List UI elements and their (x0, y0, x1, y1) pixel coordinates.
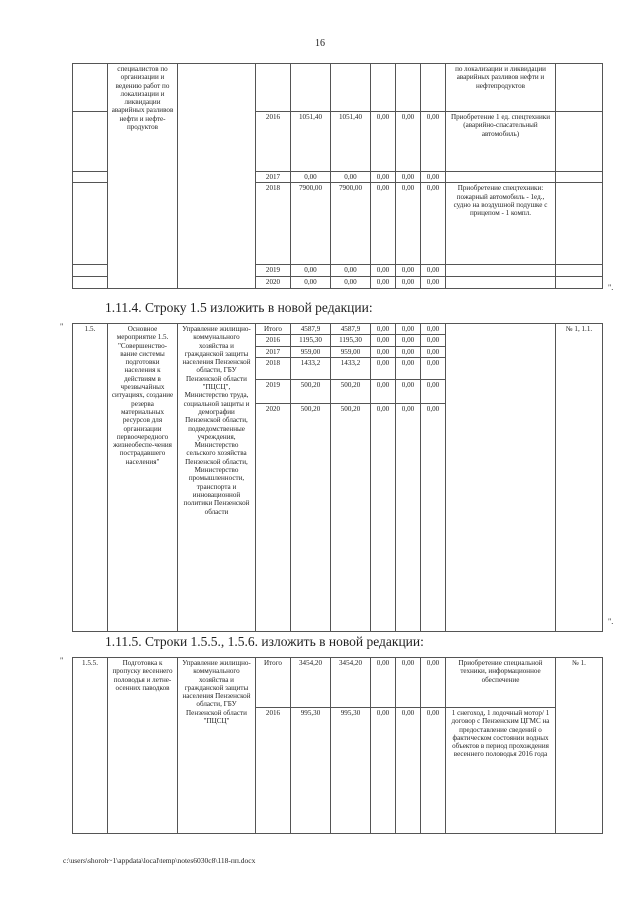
cell-year: 2018 (256, 357, 291, 379)
cell-total: 4587,9 (291, 324, 331, 335)
cell-b1 (371, 64, 396, 112)
cell-b3: 0,00 (421, 658, 446, 708)
cell-b2: 0,00 (396, 335, 421, 346)
cell-fed: 0,00 (331, 276, 371, 288)
cell-b1: 0,00 (371, 335, 396, 346)
cell-ref (556, 265, 603, 276)
continuation-table (72, 63, 603, 289)
cell-fed: 1195,30 (331, 335, 371, 346)
cell-b1: 0,00 (371, 183, 396, 265)
cell-year: 2017 (256, 346, 291, 357)
cell-b3: 0,00 (421, 708, 446, 834)
cell-executors (178, 64, 256, 289)
cell-b3: 0,00 (421, 335, 446, 346)
cell-result: по локализации и ликвидации аварийных разливов нефти и нефтепродуктов (446, 64, 556, 112)
cell-result (446, 324, 556, 632)
cell-b1: 0,00 (371, 403, 396, 631)
cell-fed: 7900,00 (331, 183, 371, 265)
cell-b1: 0,00 (371, 346, 396, 357)
cell-year: 2020 (256, 276, 291, 288)
cell-b2: 0,00 (396, 276, 421, 288)
cell-total: 1051,40 (291, 112, 331, 172)
cell-b1: 0,00 (371, 276, 396, 288)
cell-name: специалистов по организации и ведению работ по локализации и ликвидации аварийных разливов нефти и нефте-продуктов (108, 64, 178, 289)
cell-result: Приобретение спецтехники: пожарный автомобиль - 1ед., судно на воздушной подушке с прицепом - 1 компл. (446, 183, 556, 265)
cell-b2: 0,00 (396, 112, 421, 172)
cell-result (446, 265, 556, 276)
cell-b2: 0,00 (396, 346, 421, 357)
cell-result (446, 172, 556, 183)
cell-b2: 0,00 (396, 379, 421, 403)
cell-fed: 500,20 (331, 403, 371, 631)
cell-ref (556, 183, 603, 265)
cell-b3: 0,00 (421, 403, 446, 631)
cell-total (291, 64, 331, 112)
cell-b3 (421, 64, 446, 112)
cell-total: 1433,2 (291, 357, 331, 379)
cell-fed: 3454,20 (331, 658, 371, 708)
cell-ref (556, 112, 603, 172)
cell-b2: 0,00 (396, 183, 421, 265)
cell-b2: 0,00 (396, 172, 421, 183)
cell-b2: 0,00 (396, 658, 421, 708)
cell-num (73, 265, 108, 276)
cell-result: Приобретение 1 ед. спецтехники (аварийно-спасательный автомобиль) (446, 112, 556, 172)
page-number: 16 (315, 38, 325, 49)
cell-b3: 0,00 (421, 324, 446, 335)
cell-year: Итого (256, 324, 291, 335)
cell-fed (331, 64, 371, 112)
cell-total: 0,00 (291, 172, 331, 183)
cell-num (73, 183, 108, 265)
cell-fed: 4587,9 (331, 324, 371, 335)
cell-total: 500,20 (291, 403, 331, 631)
cell-b1: 0,00 (371, 265, 396, 276)
cell-b3: 0,00 (421, 172, 446, 183)
cell-num (73, 112, 108, 172)
cell-total: 959,00 (291, 346, 331, 357)
cell-b1: 0,00 (371, 112, 396, 172)
cell-year: Итого (256, 658, 291, 708)
cell-result: 1 снегоход, 1 лодочный мотор/ 1 договор с Пензенским ЦГМС на предоставление сведений о фактическом состоянии водных объектов в период прохождения весеннего половодья 2016 года (446, 708, 556, 834)
heading-1-11-5: 1.11.5. Строки 1.5.5., 1.5.6. изложить в новой редакции: (105, 634, 424, 649)
cell-num (73, 276, 108, 288)
cell-fed: 0,00 (331, 265, 371, 276)
cell-num (73, 64, 108, 112)
cell-year: 2020 (256, 403, 291, 631)
cell-fed: 500,20 (331, 379, 371, 403)
cell-result (446, 276, 556, 288)
cell-b3: 0,00 (421, 379, 446, 403)
rows-1-5-5-table (72, 657, 603, 834)
cell-b3: 0,00 (421, 265, 446, 276)
cell-fed: 1433,2 (331, 357, 371, 379)
cell-b1: 0,00 (371, 658, 396, 708)
cell-year: 2019 (256, 265, 291, 276)
cell-b1: 0,00 (371, 172, 396, 183)
cell-ref (556, 276, 603, 288)
cell-year: 2017 (256, 172, 291, 183)
close-quote: ". (608, 283, 614, 292)
cell-b3: 0,00 (421, 276, 446, 288)
footer-file-path: c:\users\shoroh~1\appdata\local\temp\notes6030c8\118-пп.docx (63, 856, 256, 865)
open-quote: " (60, 322, 64, 331)
cell-b3: 0,00 (421, 346, 446, 357)
cell-num: 1.5.5. (73, 658, 108, 834)
cell-ref: № 1, 1.1. (556, 324, 603, 632)
cell-ref: № 1. (556, 658, 603, 834)
cell-total: 500,20 (291, 379, 331, 403)
row-1-5-table (72, 323, 603, 632)
cell-fed: 0,00 (331, 172, 371, 183)
cell-ref (556, 172, 603, 183)
cell-num (73, 172, 108, 183)
cell-b1: 0,00 (371, 357, 396, 379)
cell-name: Основное мероприятие 1.5. "Совершенство-вание системы подготовки населения к действиям в чрезвычайных ситуациях, создание резерва материальных ресурсов для организации первоочередного жизнеобеспе-чения пострадавшего населения" (108, 324, 178, 632)
cell-total: 0,00 (291, 276, 331, 288)
heading-1-11-4: 1.11.4. Строку 1.5 изложить в новой редакции: (105, 300, 373, 315)
cell-fed: 995,30 (331, 708, 371, 834)
cell-total: 0,00 (291, 265, 331, 276)
cell-b1: 0,00 (371, 708, 396, 834)
cell-result: Приобретение специальной техники, информационное обеспечение (446, 658, 556, 708)
cell-total: 995,30 (291, 708, 331, 834)
cell-total: 1195,30 (291, 335, 331, 346)
cell-b1: 0,00 (371, 379, 396, 403)
cell-total: 3454,20 (291, 658, 331, 708)
cell-fed: 1051,40 (331, 112, 371, 172)
cell-fed: 959,00 (331, 346, 371, 357)
cell-b2: 0,00 (396, 324, 421, 335)
cell-name: Подготовка к пропуску весеннего половодья и летне-осенних паводков (108, 658, 178, 834)
cell-total: 7900,00 (291, 183, 331, 265)
cell-year: 2016 (256, 112, 291, 172)
cell-b3: 0,00 (421, 183, 446, 265)
cell-year: 2016 (256, 708, 291, 834)
open-quote: " (60, 656, 64, 665)
cell-b2: 0,00 (396, 357, 421, 379)
cell-b1: 0,00 (371, 324, 396, 335)
cell-b2: 0,00 (396, 265, 421, 276)
cell-b3: 0,00 (421, 112, 446, 172)
cell-b3: 0,00 (421, 357, 446, 379)
cell-b2 (396, 64, 421, 112)
cell-year: 2019 (256, 379, 291, 403)
cell-b2: 0,00 (396, 708, 421, 834)
cell-year: 2018 (256, 183, 291, 265)
cell-year: 2016 (256, 335, 291, 346)
cell-year (256, 64, 291, 112)
cell-b2: 0,00 (396, 403, 421, 631)
close-quote: ". (608, 617, 614, 626)
cell-executors: Управление жилищно-коммунального хозяйства и гражданской защиты населения Пензенской области, ГБУ Пензенской области "ПЦСЦ" (178, 658, 256, 834)
cell-executors: Управление жилищно-коммунального хозяйства и гражданской защиты населения Пензенской области, ГБУ Пензенской области "ПЦСЦ", Министерство труда, социальной защиты и демографии Пензенской области, подведомственные учреждения, Министерство сельского хозяйства Пензенской области, Министерство промышленности, транспорта и инновационной политики Пензенской области (178, 324, 256, 632)
cell-num: 1.5. (73, 324, 108, 632)
cell-ref (556, 64, 603, 112)
